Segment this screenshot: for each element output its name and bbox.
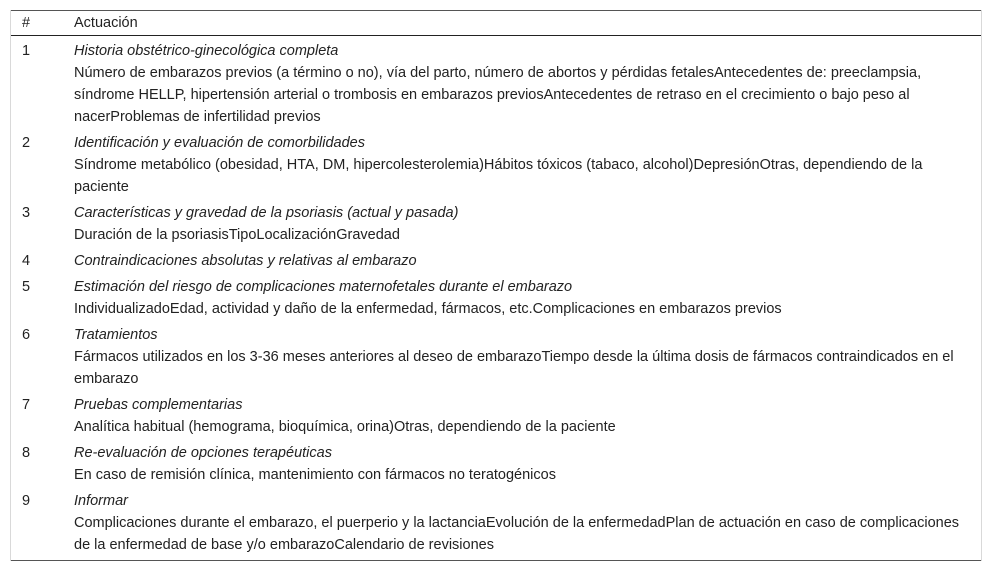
table-row bbox=[11, 322, 981, 392]
row-description: Número de embarazos previos (a término o no), vía del parto, número de abortos y pérdidas fetalesAntecedentes de: preeclampsia, síndrome HELLP, hipertensión arterial o trombosis en embarazos previosAntecedentes de retraso en el crecimiento o bajo peso al nacerProblemas de infertilidad previos bbox=[74, 65, 922, 125]
row-action bbox=[74, 130, 981, 200]
row-number: 7 bbox=[22, 397, 31, 413]
row-description: Analítica habitual (hemograma, bioquímica, orina)Otras, dependiendo de la paciente bbox=[74, 419, 616, 435]
row-number: 9 bbox=[22, 493, 31, 509]
table-row bbox=[11, 200, 981, 248]
row-description: En caso de remisión clínica, mantenimiento con fármacos no teratogénicos bbox=[74, 467, 556, 483]
table-row bbox=[11, 392, 981, 440]
actions-table-grid bbox=[11, 10, 981, 560]
row-action bbox=[74, 200, 981, 248]
header-action: Actuación bbox=[74, 11, 981, 36]
row-description: Fármacos utilizados en los 3-36 meses anteriores al deseo de embarazoTiempo desde la última dosis de fármacos contraindicados en el embarazo bbox=[74, 349, 954, 387]
table-row bbox=[11, 130, 981, 200]
table-row bbox=[11, 274, 981, 322]
table-row bbox=[11, 488, 981, 560]
row-title: Pruebas complementarias bbox=[74, 397, 243, 413]
header-number: # bbox=[11, 11, 74, 36]
header-row bbox=[11, 11, 981, 36]
row-number: 4 bbox=[22, 253, 31, 269]
row-number: 1 bbox=[22, 43, 31, 59]
row-action bbox=[74, 392, 981, 440]
table-row bbox=[11, 440, 981, 488]
row-title: Contraindicaciones absolutas y relativas al embarazo bbox=[74, 253, 417, 269]
row-title: Re-evaluación de opciones terapéuticas bbox=[74, 445, 332, 461]
row-description: Complicaciones durante el embarazo, el puerperio y la lactanciaEvolución de la enfermedadPlan de actuación en caso de complicaciones de la enfermedad de base y/o embarazoCalendario de revisiones bbox=[74, 515, 960, 553]
table-row bbox=[11, 36, 981, 131]
table-header bbox=[11, 11, 981, 36]
row-description: Duración de la psoriasisTipoLocalizaciónGravedad bbox=[74, 227, 400, 243]
table-body bbox=[11, 36, 981, 561]
row-title: Historia obstétrico-ginecológica completa bbox=[74, 43, 339, 59]
row-action bbox=[74, 440, 981, 488]
row-action bbox=[74, 248, 981, 274]
row-number: 2 bbox=[22, 135, 31, 151]
row-title: Tratamientos bbox=[74, 327, 158, 343]
row-action bbox=[74, 36, 981, 131]
row-description: IndividualizadoEdad, actividad y daño de la enfermedad, fármacos, etc.Complicaciones en embarazos previos bbox=[74, 301, 782, 317]
row-title: Estimación del riesgo de complicaciones maternofetales durante el embarazo bbox=[74, 279, 573, 295]
row-action bbox=[74, 274, 981, 322]
row-action bbox=[74, 488, 981, 560]
table-row bbox=[11, 248, 981, 274]
row-number: 8 bbox=[22, 445, 31, 461]
actions-table bbox=[10, 10, 982, 561]
row-action bbox=[74, 322, 981, 392]
row-number: 6 bbox=[22, 327, 31, 343]
row-title: Identificación y evaluación de comorbilidades bbox=[74, 135, 365, 151]
row-number: 3 bbox=[22, 205, 31, 221]
row-title: Características y gravedad de la psoriasis (actual y pasada) bbox=[74, 205, 459, 221]
row-title: Informar bbox=[74, 493, 128, 509]
row-number: 5 bbox=[22, 279, 31, 295]
row-description: Síndrome metabólico (obesidad, HTA, DM, hipercolesterolemia)Hábitos tóxicos (tabaco, alcohol)DepresiónOtras, dependiendo de la paciente bbox=[74, 157, 923, 195]
